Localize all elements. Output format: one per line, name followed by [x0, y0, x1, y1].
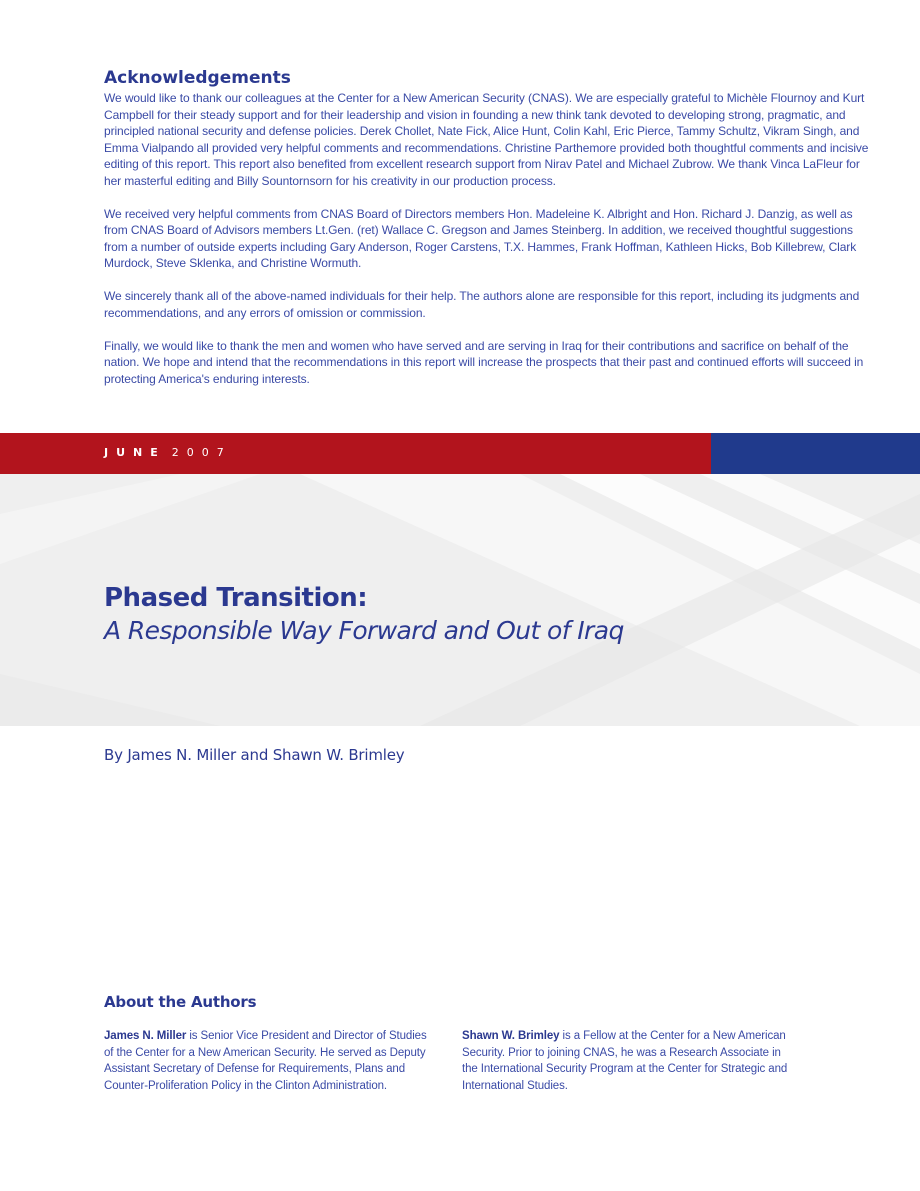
- author-bio: [104, 1028, 437, 1094]
- title-panel: [0, 474, 920, 726]
- report-title: Phased Transition:: [104, 583, 368, 613]
- author-name: Shawn W. Brimley: [462, 1030, 560, 1042]
- report-subtitle: A Responsible Way Forward and Out of Iraq: [104, 616, 624, 645]
- author-bio: [462, 1028, 795, 1094]
- acknowledgements-paragraph: Finally, we would like to thank the men and women who have served and are serving in Iraq for their contributions and sacrifice on behalf of the nation. We hope and intend that the recommendations in this report will increase the prospects that their past and continued efforts will succeed in protecting America's enduring interests.: [104, 338, 864, 386]
- report-title-block: [104, 582, 624, 648]
- author-bio-text: is a Fellow at the Center for a New American Security. Prior to joining CNAS, he was a Research Associate in the International Security Program at the Center for Strategic and International Studies.: [462, 1030, 788, 1092]
- publication-year: 2007: [171, 446, 232, 459]
- acknowledgements-paragraph: We sincerely thank all of the above-named individuals for their help. The authors alone are responsible for this report, including its judgments and recommendations, and any errors of omission or commission.: [104, 289, 860, 320]
- acknowledgements-paragraph: We would like to thank our colleagues at the Center for a New American Security (CNAS). We are especially grateful to Michèle Flournoy and Kurt Campbell for their steady support and for their leadership and vision in founding a new think tank devoted to developing strong, pragmatic, and principled national security and defense policies. Derek Chollet, Nate Fick, Alice Hunt, Colin Kahl, Eric Pierce, Tammy Schultz, Vikram Singh, and Emma Vialpando all provided very helpful comments and recommendations. Christine Parthemore provided both thoughtful comments and incisive editing of this report. This report also benefited from excellent research support from Nirav Patel and Michael Zubrow. We thank Vinca LaFleur for her masterful editing and Billy Sountornsorn for his creativity in our production process.: [104, 91, 869, 188]
- author-byline: By James N. Miller and Shawn W. Brimley: [104, 746, 405, 764]
- acknowledgements-paragraph: We received very helpful comments from CNAS Board of Directors members Hon. Madeleine K. Albright and Hon. Richard J. Danzig, as well as from CNAS Board of Advisors members Lt.Gen. (ret) Wallace C. Gregson and James Steinberg. In addition, we received thoughtful suggestions from a number of outside experts including Gary Anderson, Roger Carstens, T.X. Hammes, Frank Hoffman, Kathleen Hicks, Bob Killebrew, Clark Murdock, Steve Sklenka, and Christine Wormuth.: [104, 206, 857, 270]
- author-bio-text: is Senior Vice President and Director of Studies of the Center for a New American Security. He served as Deputy Assistant Secretary of Defense for Requirements, Plans and Counter-Proliferation Policy in the Clinton Administration.: [104, 1030, 427, 1092]
- date-banner-blue: [711, 433, 920, 474]
- date-banner: [0, 433, 920, 474]
- publication-date: [104, 446, 232, 459]
- publication-month: JUNE: [104, 446, 166, 459]
- author-name: James N. Miller: [104, 1030, 187, 1042]
- date-banner-red: [0, 433, 711, 474]
- acknowledgements-section: [104, 68, 870, 404]
- acknowledgements-title: Acknowledgements: [104, 68, 291, 88]
- about-authors-title: About the Authors: [104, 993, 257, 1011]
